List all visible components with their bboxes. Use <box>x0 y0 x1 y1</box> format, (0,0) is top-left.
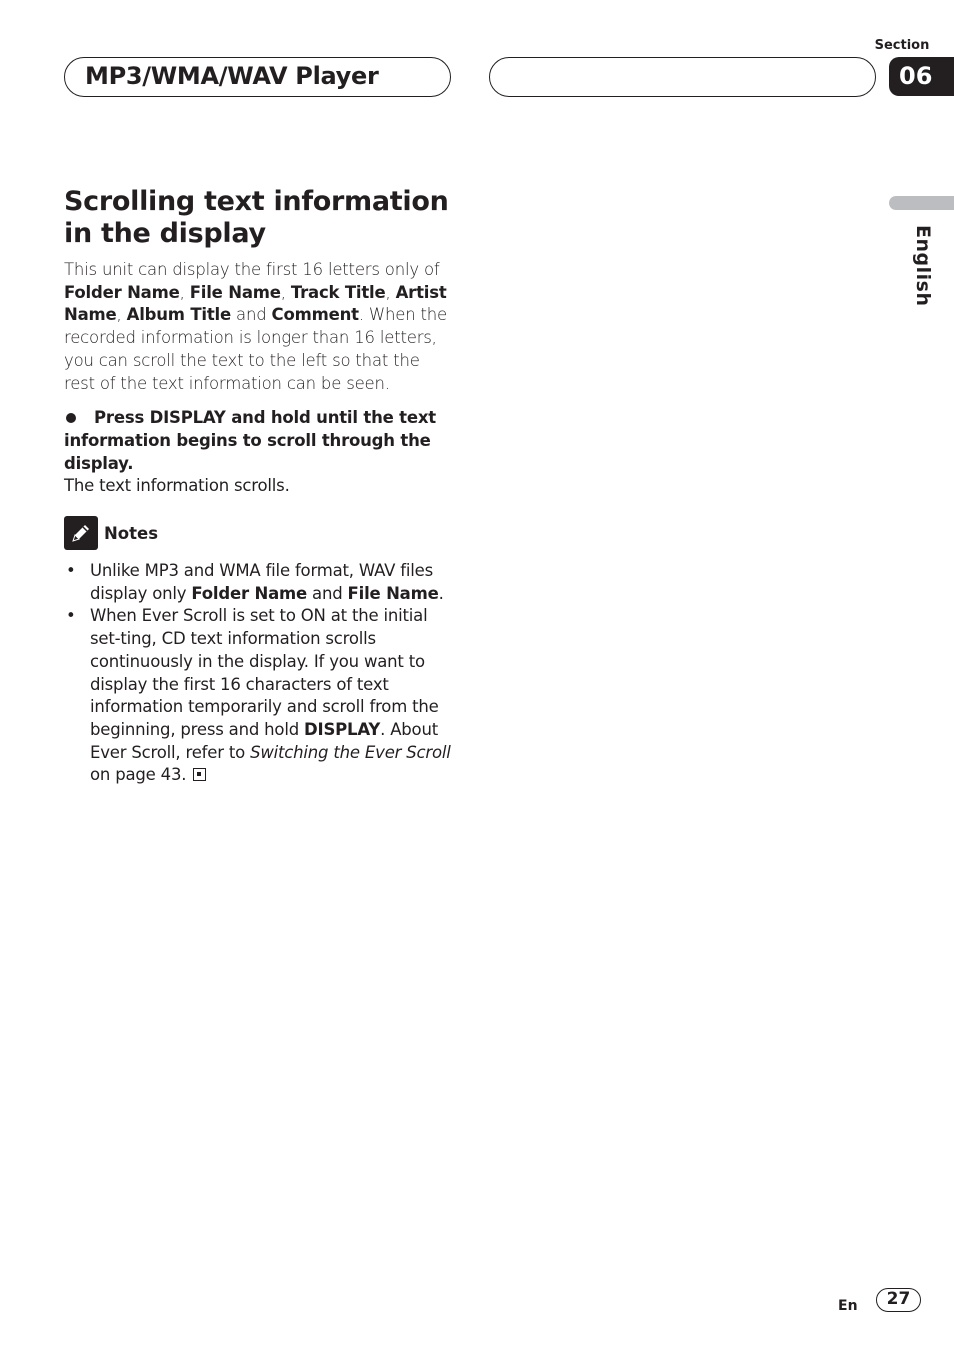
notes-header <box>64 516 454 550</box>
language-tab-label: English <box>912 225 934 307</box>
page-number: 27 <box>876 1288 921 1312</box>
term-comment: Comment <box>271 305 359 325</box>
step-bullet-icon <box>66 413 76 423</box>
note-item: • Unlike MP3 and WMA file format, WAV files display only Folder Name and File Name. <box>64 560 454 605</box>
language-tab-marker <box>889 196 954 210</box>
main-content <box>64 186 454 787</box>
section-number-badge: 06 <box>889 57 954 96</box>
end-of-section-icon <box>193 768 206 781</box>
step-instruction: Press DISPLAY and hold until the text information begins to scroll through the display. <box>64 408 436 473</box>
intro-paragraph: This unit can display the first 16 letters only of Folder Name, File Name, Track Title, Artist Name, Album Title and Comment. When the recorded information is longer than 16 letters, you can scroll the text to the left so that the rest of the text information can be seen. <box>64 260 448 393</box>
term-album-title: Album Title <box>126 305 231 325</box>
note-item: • When Ever Scroll is set to ON at the initial set-ting, CD text information scrolls continuously in the display. If you want to display the first 16 characters of text information temporarily and scroll from the beginning, press and hold DISPLAY. About Ever Scroll, refer to Switching the Ever Scroll on page 43. <box>64 605 454 787</box>
term-file-name: File Name <box>189 282 281 302</box>
term-track-title: Track Title <box>290 282 386 302</box>
chapter-title: MP3/WMA/WAV Player <box>85 62 379 90</box>
notes-title: Notes <box>104 523 159 543</box>
notes-list <box>64 560 454 787</box>
footer-language-code: En <box>838 1298 858 1314</box>
chapter-title-pill <box>64 57 451 97</box>
step-result: The text information scrolls. <box>64 476 290 496</box>
term-folder-name: Folder Name <box>64 282 180 302</box>
term-artist-name: Artist Name <box>64 282 447 325</box>
pencil-note-icon <box>64 516 98 550</box>
section-heading: Scrolling text information in the display <box>64 186 449 249</box>
section-label: Section <box>874 38 930 53</box>
header-blank-pill <box>489 57 876 97</box>
